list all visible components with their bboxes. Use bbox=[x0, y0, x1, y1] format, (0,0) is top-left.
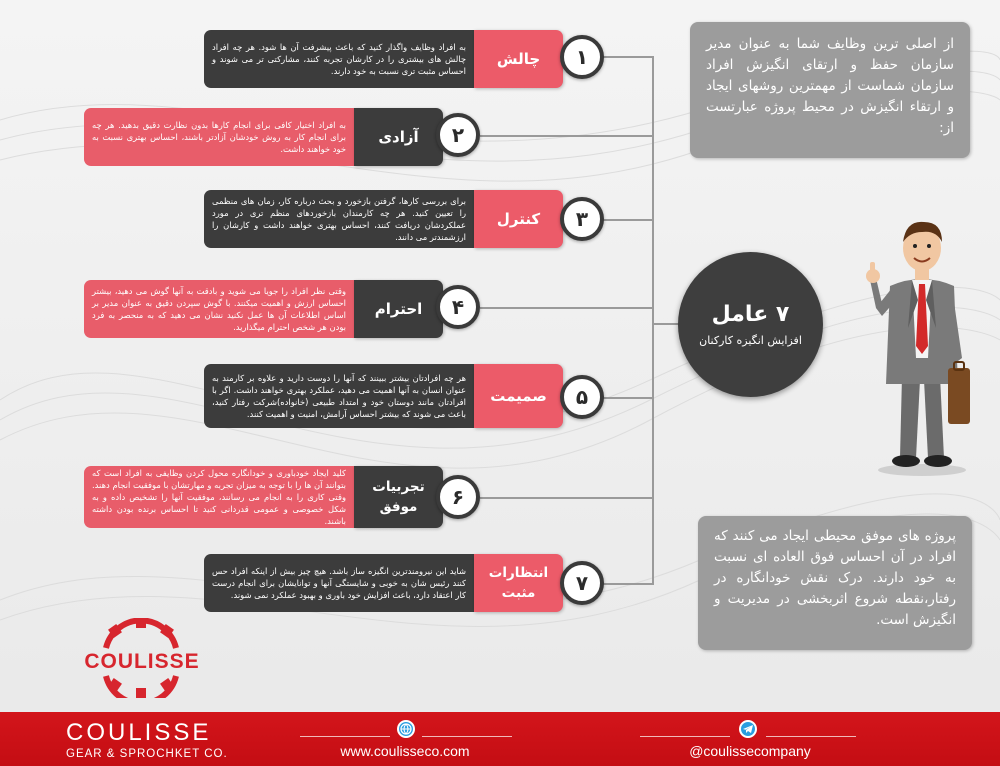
factor-row-success bbox=[84, 466, 443, 528]
footer-website-link[interactable]: www.coulisseco.com bbox=[340, 743, 470, 759]
factor-row-respect bbox=[84, 280, 443, 338]
factor-title: صمیمت bbox=[474, 364, 563, 428]
factor-title: کنترل bbox=[474, 190, 563, 248]
factor-number-6: ۶ bbox=[436, 475, 480, 519]
factor-description: به افراد اختیار کافی برای انجام کارها بدون نظارت دقیق بدهید. هر چه برای انجام کار به روش خودشان آزادتر باشند، احساس بهتری نسبت به خود خواهند داشت. bbox=[84, 108, 354, 166]
factor-number-1: ۱ bbox=[560, 35, 604, 79]
factor-description: وقتی نظر افراد را جویا می شوید و بادقت به آنها گوش می دهید، بیشتر احساس ارزش و اهمیت میکنند. با گوش سپردن دقیق به عنوان مدیر بر اساس اطلاعات آن ها عمل نکنید نشان می دهید که به منحصر به فرد بودن هر شخص احترام میگذارید. bbox=[84, 280, 354, 338]
footer-brand-name: COULISSE bbox=[66, 719, 212, 746]
telegram-icon bbox=[739, 720, 757, 738]
intro-text-box: از اصلی ترین وظایف شما به عنوان مدیر سازمان حفظ و ارتقای انگیزش افراد سازمان شماست از مهمترین روشهای ایجاد و ارتقاء انگیزش در محیط پروژه عبارتست از: bbox=[690, 22, 970, 158]
center-subtitle: افزایش انگیزه کارکنان bbox=[699, 334, 802, 348]
globe-icon bbox=[397, 720, 415, 738]
factor-row-control bbox=[204, 190, 563, 248]
factor-row-expectations bbox=[204, 554, 563, 612]
conclusion-text-box: پروژه های موفق محیطی ایجاد می کنند که افراد در آن احساس فوق العاده ای نسبت به خود دارند. درک نقش خودانگاره در رفتار،نقطه شروع اثربخشی در مدیریت و انگیزش است. bbox=[698, 516, 972, 650]
factor-title: آزادی bbox=[354, 108, 443, 166]
factor-title: چالش bbox=[474, 30, 563, 88]
factor-description: به افراد وظایف واگذار کنید که باعث پیشرفت آن ها شود. هر چه افراد چالش های بیشتری را در کارشان تجربه کنند، مشارکتی تر می شوند و احساس مثبت تری نسبت به خود دارند. bbox=[204, 30, 474, 88]
footer-telegram-link[interactable]: @coulissecompany bbox=[689, 743, 811, 759]
connector-line-2 bbox=[480, 135, 654, 137]
factor-title: انتظارات مثبت bbox=[474, 554, 563, 612]
factor-title: تجربیات موفق bbox=[354, 466, 443, 528]
factor-row-intimacy bbox=[204, 364, 563, 428]
factor-description: هر چه افرادتان بیشتر ببینند که آنها را دوست دارید و علاوه بر کارمند به عنوان انسان به آنها اهمیت می دهید، عملکرد بهتری خواهند داشت. اگر با افرادتان مانند دوستان خود و امتداد طبیعی (خانواده)شرکت رفتار کنید، باعث می شوند که بیشتر احساس آرامش، امنیت و اهمیت کنند. bbox=[204, 364, 474, 428]
factor-number-7: ۷ bbox=[560, 561, 604, 605]
footer-brand bbox=[66, 721, 228, 760]
connector-line-5 bbox=[600, 397, 654, 399]
factor-number-3: ۳ bbox=[560, 197, 604, 241]
factor-title: احترام bbox=[354, 280, 443, 338]
connector-line-6 bbox=[480, 497, 654, 499]
factor-description: برای بررسی کارها، گرفتن بازخورد و بحث درباره کار، زمان های منظمی را تعیین کنید. هر چه کارمندان بازخوردهای منظم تری در مورد عملکردشان دریافت کنند، احساس بهتری خواهند داشت و کارشان را ارزشمندتر می دانند. bbox=[204, 190, 474, 248]
logo-text: COULISSE bbox=[84, 650, 200, 673]
businessman-illustration bbox=[862, 208, 974, 478]
factor-number-4: ۴ bbox=[436, 285, 480, 329]
factor-number-5: ۵ bbox=[560, 375, 604, 419]
connector-line-3 bbox=[600, 219, 654, 221]
factor-row-challenge bbox=[204, 30, 563, 88]
factor-description: شاید این نیرومندترین انگیزه ساز باشد. هیچ چیز بیش از اینکه افراد حس کنند رئیس شان به خوبی و شایستگی آنها و توانایشان برای انجام درست کار اعتقاد دارد، باعث افزایش خود باوری و بهبود عملکرد نمی شوند. bbox=[204, 554, 474, 612]
center-title-circle bbox=[678, 252, 823, 397]
footer-divider bbox=[300, 736, 390, 737]
factor-number-2: ۲ bbox=[436, 113, 480, 157]
footer-divider bbox=[422, 736, 512, 737]
footer-divider bbox=[766, 736, 856, 737]
factor-row-freedom bbox=[84, 108, 443, 166]
center-title: ۷ عامل bbox=[711, 301, 790, 327]
connector-line-4 bbox=[480, 307, 654, 309]
connector-line-7 bbox=[600, 583, 654, 585]
footer-divider bbox=[640, 736, 730, 737]
connector-line-1 bbox=[600, 56, 654, 58]
footer-brand-subtitle: GEAR & SPROCHKET CO. bbox=[66, 748, 228, 760]
factor-description: کلید ایجاد خودباوری و خودانگاره محول کردن وظایفی به افراد است که بتوانند آن ها را با توجه به میزان تجربه و مهارتشان با موفقیت انجام دهند. وقتی کاری را به انجام می رسانند، موفقیت آنها را تشخیص داده و به شکل خصوصی و عمومی قدردانی کنید تا احساس برنده بودن داشته باشند. bbox=[84, 466, 354, 528]
footer-bar bbox=[0, 712, 1000, 766]
